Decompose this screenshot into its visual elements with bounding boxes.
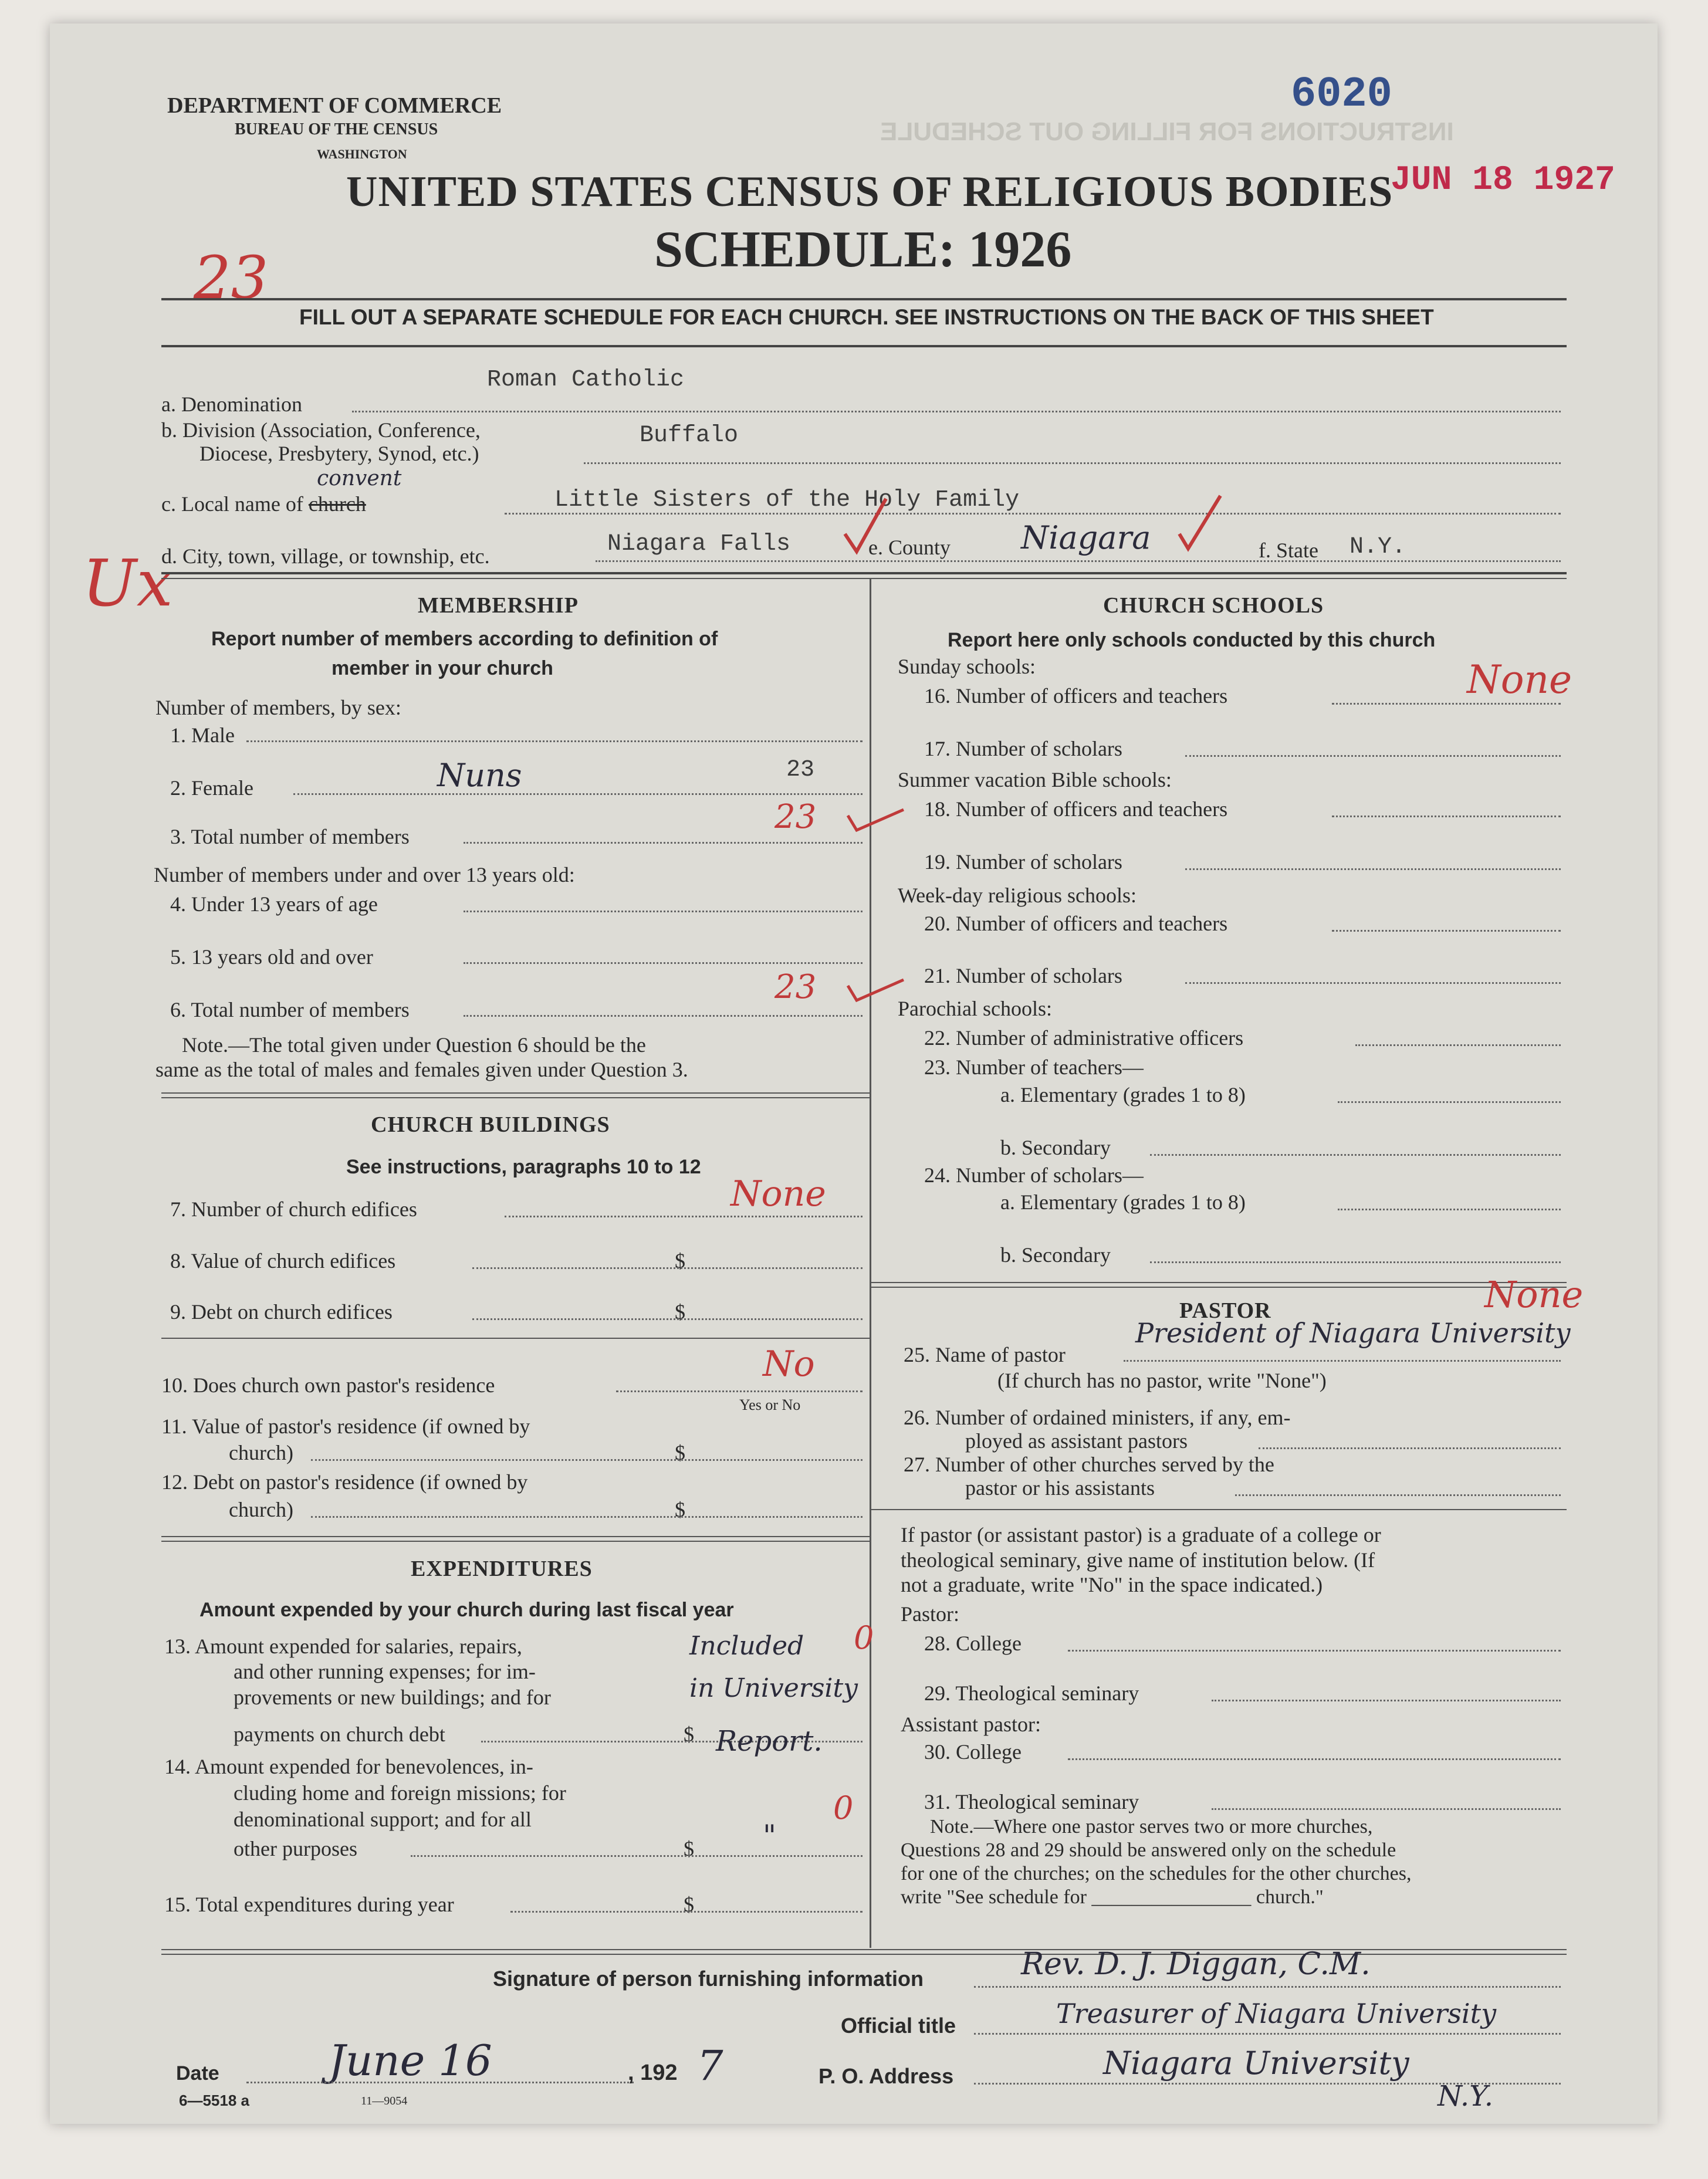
membership-note-1: Note.—The total given under Question 6 should be the <box>182 1033 646 1057</box>
q23b-line <box>1150 1154 1561 1156</box>
q14-label-3: denominational support; and for all <box>234 1808 532 1831</box>
q28-line <box>1068 1650 1561 1652</box>
city-value: Niagara Falls <box>607 531 791 557</box>
q21-label: 21. Number of scholars <box>924 964 1122 987</box>
q29-line <box>1212 1700 1561 1701</box>
q13-label-3: provements or new buildings; and for <box>234 1686 551 1709</box>
q6-total-value: 23 <box>774 968 817 1006</box>
q9-debt-label: 9. Debt on church edifices <box>170 1300 393 1324</box>
schools-sub: Report here only schools conducted by this church <box>948 629 1436 651</box>
q15-line <box>510 1911 863 1913</box>
q2-female-value: 23 <box>786 757 815 783</box>
q12-line <box>311 1516 863 1518</box>
bureau-line: BUREAU OF THE CENSUS <box>235 120 438 138</box>
washington-line: WASHINGTON <box>317 147 407 161</box>
q25-note: (If church has no pastor, write "None") <box>997 1369 1327 1392</box>
city-label: d. City, town, village, or township, etc. <box>161 544 490 568</box>
county-label: e. County <box>868 536 951 559</box>
county-value: Niagara <box>1021 519 1151 556</box>
signature-label: Signature of person furnishing information <box>493 1967 924 1991</box>
pastor-note-1: Note.—Where one pastor serves two or more churches, <box>930 1816 1373 1838</box>
buildings-rule-mid <box>161 1338 870 1339</box>
q11-label-1: 11. Value of pastor's residence (if owned by <box>161 1415 530 1438</box>
q16-value: None <box>1467 657 1572 702</box>
pastor-heading: PASTOR <box>1179 1298 1271 1323</box>
members-by-sex: Number of members, by sex: <box>155 696 401 719</box>
q18-line <box>1332 816 1561 817</box>
membership-sub-2: member in your church <box>332 657 553 679</box>
denomination-line <box>352 411 1561 412</box>
graduate-instr-3: not a graduate, write "No" in the space indicated.) <box>901 1573 1323 1596</box>
q11-label-2: church) <box>229 1441 293 1464</box>
q30-label: 30. College <box>924 1740 1022 1764</box>
q13-label-1: 13. Amount expended for salaries, repairs, <box>164 1635 522 1658</box>
q24b-line <box>1150 1261 1561 1263</box>
q3-line <box>464 842 863 844</box>
graduate-instr-2: theological seminary, give name of institution below. (If <box>901 1548 1375 1572</box>
assistant-subheading: Assistant pastor: <box>901 1713 1041 1736</box>
pastor-note-2: Questions 28 and 29 should be answered only on the schedule <box>901 1839 1396 1861</box>
expenditures-heading: EXPENDITURES <box>411 1557 593 1581</box>
q8-dollar: $ <box>675 1249 685 1273</box>
q1-line <box>246 740 863 742</box>
q2-female-label: 2. Female <box>170 776 253 800</box>
department-line: DEPARTMENT OF COMMERCE <box>167 93 502 118</box>
po-address-state: N.Y. <box>1438 2080 1493 2113</box>
summer-schools-label: Summer vacation Bible schools: <box>898 768 1172 791</box>
division-label-1: b. Division (Association, Conference, <box>161 418 481 442</box>
header-rule-top <box>161 298 1567 300</box>
received-date-stamp: JUN 18 1927 <box>1391 161 1615 199</box>
q8-value-label: 8. Value of church edifices <box>170 1249 396 1273</box>
parochial-schools-label: Parochial schools: <box>898 997 1052 1020</box>
graduate-instr-1: If pastor (or assistant pastor) is a graduate of a college or <box>901 1523 1381 1547</box>
q25-none-value: None <box>1484 1273 1584 1316</box>
buildings-heading: CHURCH BUILDINGS <box>371 1112 610 1137</box>
q25-line <box>1124 1360 1561 1362</box>
q29-label: 29. Theological seminary <box>924 1681 1139 1705</box>
ident-rule-a <box>161 572 1567 574</box>
date-line <box>246 2082 634 2083</box>
q24a-label: a. Elementary (grades 1 to 8) <box>1000 1190 1246 1214</box>
local-name-value: Little Sisters of the Holy Family <box>554 487 1020 513</box>
q14-label-4: other purposes <box>234 1837 357 1860</box>
membership-sub-1: Report number of members according to definition of <box>211 628 718 650</box>
q23a-label: a. Elementary (grades 1 to 8) <box>1000 1083 1246 1107</box>
q26-label-1: 26. Number of ordained ministers, if any, em- <box>904 1406 1291 1429</box>
q21-line <box>1185 982 1561 984</box>
q28-label: 28. College <box>924 1632 1022 1655</box>
form-number-2: 11—9054 <box>361 2095 408 2107</box>
q13-label-4: payments on church debt <box>234 1723 445 1746</box>
denomination-label: a. Denomination <box>161 393 302 416</box>
q16-label: 16. Number of officers and teachers <box>924 684 1228 708</box>
q20-label: 20. Number of officers and teachers <box>924 912 1228 935</box>
q13-hand-2: in University <box>689 1673 858 1703</box>
po-address-value: Niagara University <box>1103 2045 1409 2082</box>
q27-label-2: pastor or his assistants <box>965 1476 1155 1500</box>
membership-heading: MEMBERSHIP <box>418 593 579 618</box>
q22-line <box>1355 1044 1561 1046</box>
buildings-rule-b <box>161 1541 870 1542</box>
q17-label: 17. Number of scholars <box>924 737 1122 760</box>
q8-line <box>472 1267 863 1269</box>
expenditures-sub: Amount expended by your church during last fiscal year <box>199 1599 734 1621</box>
q9-dollar: $ <box>675 1300 685 1324</box>
q13-label-2: and other running expenses; for im- <box>234 1660 536 1683</box>
date-label: Date <box>176 2062 219 2085</box>
ident-rule-b <box>161 578 1567 579</box>
form-title: UNITED STATES CENSUS OF RELIGIOUS BODIES <box>346 168 1394 216</box>
separate-schedule-instruction: FILL OUT A SEPARATE SCHEDULE FOR EACH CHURCH. SEE INSTRUCTIONS ON THE BACK OF THIS SHEET <box>299 305 1434 329</box>
q2-line <box>293 793 863 795</box>
q30-line <box>1068 1758 1561 1760</box>
header-rule-bottom <box>161 345 1567 347</box>
q14-dollar: $ <box>684 1837 694 1860</box>
official-title-label: Official title <box>841 2014 956 2038</box>
state-value: N.Y. <box>1350 534 1406 560</box>
q14-ditto-mark: " <box>763 1819 776 1853</box>
q24-label: 24. Number of scholars— <box>924 1163 1144 1187</box>
q27-line <box>1235 1494 1561 1496</box>
q19-label: 19. Number of scholars <box>924 850 1122 874</box>
q31-label: 31. Theological seminary <box>924 1790 1139 1813</box>
schools-rule-a <box>871 1282 1567 1283</box>
q25-value: President of Niagara University <box>1135 1317 1571 1349</box>
q7-edifices-label: 7. Number of church edifices <box>170 1197 417 1221</box>
q3-check-mark <box>845 798 909 839</box>
sunday-schools-label: Sunday schools: <box>898 655 1036 678</box>
q12-label-1: 12. Debt on pastor's residence (if owned by <box>161 1470 528 1494</box>
q3-total-label: 3. Total number of members <box>170 825 410 848</box>
official-title-value: Treasurer of Niagara University <box>1056 1998 1497 2029</box>
state-label: f. State <box>1259 539 1318 562</box>
margin-mark-23: 23 <box>194 243 269 312</box>
q19-line <box>1185 868 1561 870</box>
division-value: Buffalo <box>640 422 739 449</box>
pastor-rule <box>871 1509 1567 1510</box>
local-name-label: c. Local name of church <box>161 492 366 516</box>
q26-label-2: ployed as assistant pastors <box>965 1429 1188 1453</box>
convent-insert: convent <box>317 466 402 490</box>
division-label-2: Diocese, Presbytery, Synod, etc.) <box>199 442 479 465</box>
form-number: 6—5518 a <box>179 2092 249 2109</box>
weekday-schools-label: Week-day religious schools: <box>898 884 1137 907</box>
q3-total-value: 23 <box>774 798 817 836</box>
q14-label-2: cluding home and foreign missions; for <box>234 1781 566 1805</box>
q14-red-zero: 0 <box>833 1789 854 1826</box>
po-address-label: P. O. Address <box>819 2064 954 2088</box>
division-line <box>584 462 1561 464</box>
q14-label-1: 14. Amount expended for benevolences, in- <box>164 1755 533 1778</box>
q9-line <box>472 1318 863 1320</box>
q26-line <box>1259 1447 1561 1449</box>
q20-line <box>1332 930 1561 932</box>
q13-dollar: $ <box>684 1723 694 1746</box>
q16-line <box>1332 703 1561 705</box>
q6-total-label: 6. Total number of members <box>170 998 410 1021</box>
schools-heading: CHURCH SCHOOLS <box>1103 593 1324 618</box>
q15-dollar: $ <box>684 1893 694 1916</box>
q14-line <box>411 1855 863 1857</box>
official-title-line <box>974 2033 1561 2035</box>
church-struck: church <box>308 492 366 516</box>
yes-or-no-hint: Yes or No <box>739 1396 801 1413</box>
members-by-age: Number of members under and over 13 years old: <box>154 863 575 887</box>
pastor-note-3: for one of the churches; on the schedules for the other churches, <box>901 1863 1412 1884</box>
q5-line <box>464 962 863 964</box>
year-digit: 7 <box>697 2042 723 2090</box>
q11-dollar: $ <box>675 1441 685 1464</box>
q27-label-1: 27. Number of other churches served by the <box>904 1453 1274 1476</box>
q31-line <box>1212 1808 1561 1810</box>
q24a-line <box>1338 1209 1561 1210</box>
q13-hand-1: Included <box>689 1631 804 1661</box>
q22-label: 22. Number of administrative officers <box>924 1026 1244 1050</box>
q23a-line <box>1338 1101 1561 1103</box>
q17-line <box>1185 755 1561 757</box>
pastor-subheading: Pastor: <box>901 1602 960 1626</box>
buildings-rule-a <box>161 1536 870 1537</box>
schedule-number: 6020 <box>1291 70 1392 119</box>
schools-rule-b <box>871 1287 1567 1288</box>
q6-line <box>464 1015 863 1017</box>
year-prefix: , 192 <box>628 2060 678 2085</box>
q23-label: 23. Number of teachers— <box>924 1055 1144 1079</box>
column-divider <box>870 578 871 1948</box>
q10-residence-value: No <box>763 1344 815 1385</box>
q1-male-label: 1. Male <box>170 723 235 747</box>
back-side-bleed-text: INSTRUCTIONS FOR FILLING OUT SCHEDULE <box>880 117 1454 146</box>
q2-nuns-annotation: Nuns <box>437 757 522 794</box>
membership-rule-b <box>161 1097 870 1098</box>
q5-13-and-over-label: 5. 13 years old and over <box>170 945 373 969</box>
signature-line <box>974 1986 1561 1988</box>
q10-residence-label: 10. Does church own pastor's residence <box>161 1373 495 1397</box>
membership-note-2: same as the total of males and females given under Question 3. <box>155 1058 688 1081</box>
q7-line <box>505 1216 863 1217</box>
buildings-sub: See instructions, paragraphs 10 to 12 <box>346 1156 701 1178</box>
q13-hand-3: Report. <box>716 1725 823 1758</box>
q7-edifices-value: None <box>730 1173 826 1214</box>
q13-red-zero: 0 <box>854 1619 874 1656</box>
q18-label: 18. Number of officers and teachers <box>924 797 1228 821</box>
q12-dollar: $ <box>675 1498 685 1521</box>
q25-label: 25. Name of pastor <box>904 1343 1066 1366</box>
q10-line <box>616 1390 863 1392</box>
q24b-label: b. Secondary <box>1000 1243 1111 1267</box>
q15-total-label: 15. Total expenditures during year <box>164 1893 454 1916</box>
denomination-value: Roman Catholic <box>487 367 685 393</box>
margin-mark-ux: Ux <box>82 546 173 621</box>
q4-line <box>464 911 863 912</box>
pastor-note-4: write "See schedule for ________________ church." <box>901 1886 1324 1908</box>
red-check-marks <box>833 487 1244 569</box>
q12-label-2: church) <box>229 1498 293 1521</box>
q4-under-13-label: 4. Under 13 years of age <box>170 892 378 916</box>
q23b-label: b. Secondary <box>1000 1136 1111 1159</box>
signature-value: Rev. D. J. Diggan, C.M. <box>1021 1947 1371 1982</box>
date-value: June 16 <box>329 2036 492 2085</box>
membership-rule-a <box>161 1092 870 1094</box>
q11-line <box>311 1459 863 1461</box>
schedule-year-title: SCHEDULE: 1926 <box>654 221 1072 278</box>
